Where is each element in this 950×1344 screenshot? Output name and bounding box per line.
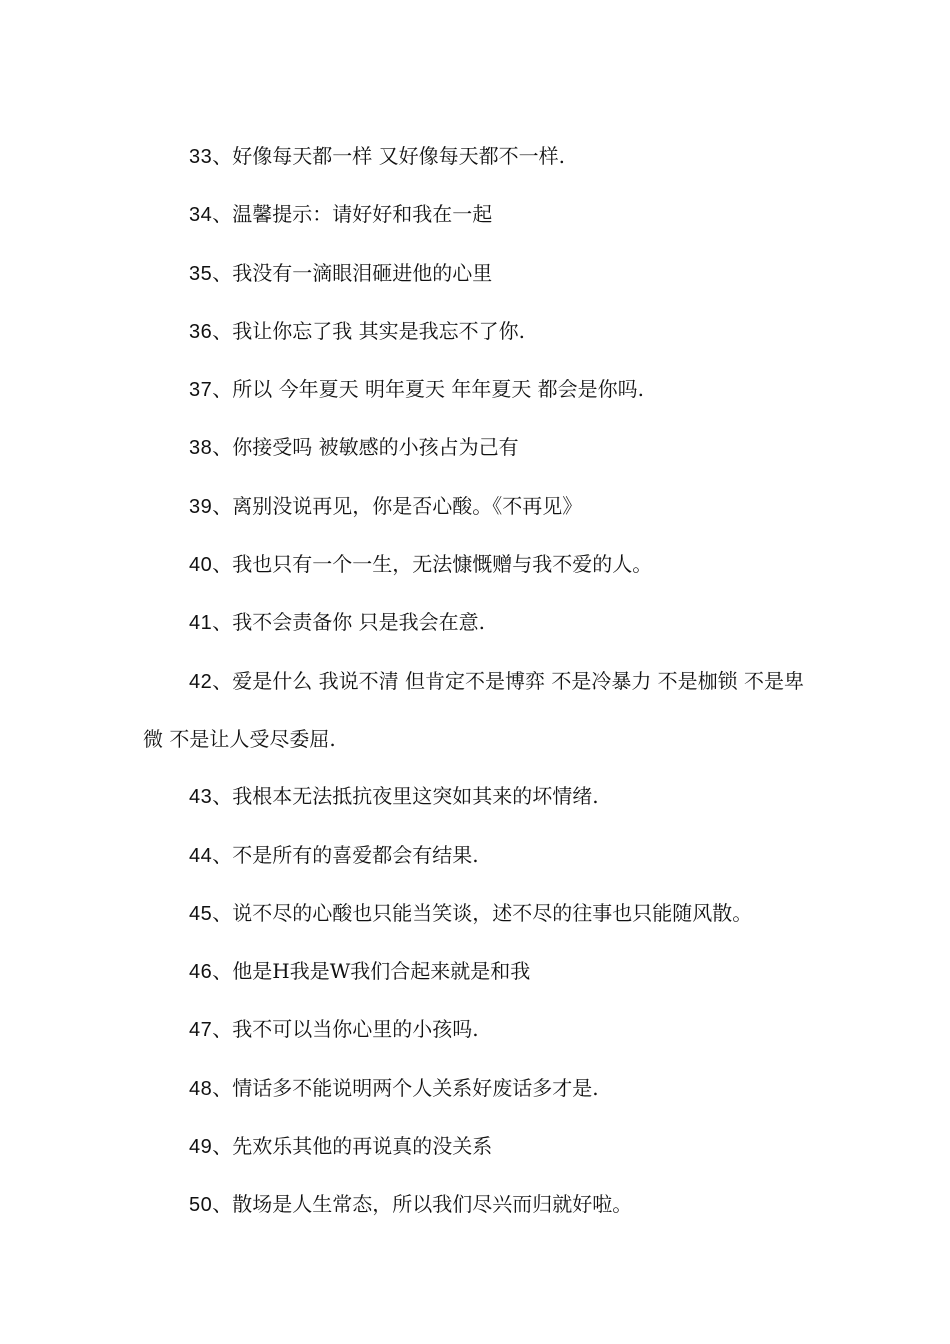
item-number: 50	[189, 1194, 213, 1217]
item-separator: 、	[212, 959, 233, 984]
list-item	[143, 1001, 813, 1059]
item-separator: 、	[212, 784, 233, 809]
item-number: 47	[189, 1019, 213, 1042]
list-item	[143, 653, 813, 769]
item-text: 先欢乐其他的再说真的没关系	[232, 1134, 493, 1159]
item-text: 所以 今年夏天 明年夏天 年年夏天 都会是你吗.	[232, 377, 645, 402]
item-number: 40	[189, 554, 213, 577]
item-separator: 、	[212, 260, 233, 285]
item-separator: 、	[212, 900, 233, 925]
item-number: 48	[189, 1077, 213, 1100]
item-separator: 、	[212, 552, 233, 577]
item-separator: 、	[212, 668, 233, 693]
item-number: 37	[189, 379, 213, 402]
item-text: 我也只有一个一生，无法慷慨赠与我不爱的人。	[232, 552, 653, 577]
item-number: 36	[189, 320, 213, 343]
list-item	[143, 943, 813, 1001]
item-text: 情话多不能说明两个人关系好废话多才是.	[232, 1075, 599, 1100]
item-text: 爱是什么 我说不清 但肯定不是博弈 不是冷暴力 不是枷锁 不是卑微 不是让人受尽委屈.	[143, 668, 805, 751]
list-item	[143, 885, 813, 943]
item-separator: 、	[212, 610, 233, 635]
list-item	[143, 128, 813, 186]
item-separator: 、	[212, 377, 233, 402]
item-text: 温馨提示：请好好和我在一起	[232, 202, 493, 227]
item-text: 散场是人生常态，所以我们尽兴而归就好啦。	[232, 1192, 633, 1217]
item-text: 离别没说再见，你是否心酸。《不再见》	[232, 493, 583, 518]
list-item	[143, 1060, 813, 1118]
item-separator: 、	[212, 318, 233, 343]
list-item	[143, 768, 813, 826]
item-text: 我根本无法抵抗夜里这突如其来的坏情绪.	[232, 784, 599, 809]
list-item	[143, 594, 813, 652]
item-separator: 、	[212, 1192, 233, 1217]
item-text: 好像每天都一样 又好像每天都不一样.	[232, 144, 565, 168]
item-number: 39	[189, 495, 213, 518]
item-separator: 、	[212, 1075, 233, 1100]
item-number: 43	[189, 786, 213, 809]
item-text: 我不会责备你 只是我会在意.	[232, 610, 485, 635]
item-number: 45	[189, 902, 213, 925]
item-separator: 、	[212, 493, 233, 518]
list-item	[143, 303, 813, 361]
item-separator: 、	[212, 435, 233, 460]
item-separator: 、	[212, 1134, 233, 1159]
item-number: 38	[189, 437, 213, 460]
document-body	[143, 128, 813, 1235]
item-number: 35	[189, 262, 213, 285]
list-item	[143, 419, 813, 477]
item-separator: 、	[212, 842, 233, 867]
list-item	[143, 1176, 813, 1234]
item-number: 33	[189, 146, 213, 168]
item-separator: 、	[212, 1017, 233, 1042]
item-number: 44	[189, 844, 213, 867]
list-item	[143, 1118, 813, 1176]
list-item	[143, 361, 813, 419]
item-text: 我没有一滴眼泪砸进他的心里	[232, 260, 493, 285]
list-item	[143, 245, 813, 303]
list-item	[143, 536, 813, 594]
item-text: 我不可以当你心里的小孩吗.	[232, 1017, 479, 1042]
item-text: 你接受吗 被敏感的小孩占为己有	[232, 435, 519, 460]
item-text: 说不尽的心酸也只能当笑谈，述不尽的往事也只能随风散。	[232, 900, 753, 925]
item-text: 我让你忘了我 其实是我忘不了你.	[232, 318, 525, 343]
item-separator: 、	[212, 144, 233, 168]
item-number: 46	[189, 961, 213, 984]
item-number: 49	[189, 1136, 213, 1159]
item-number: 41	[189, 612, 213, 635]
item-separator: 、	[212, 202, 233, 227]
item-text: 不是所有的喜爱都会有结果.	[232, 842, 479, 867]
list-item	[143, 478, 813, 536]
list-item	[143, 186, 813, 244]
list-item	[143, 827, 813, 885]
item-text: 他是H我是W我们合起来就是和我	[232, 959, 531, 984]
item-number: 34	[189, 204, 213, 227]
item-number: 42	[189, 670, 213, 693]
